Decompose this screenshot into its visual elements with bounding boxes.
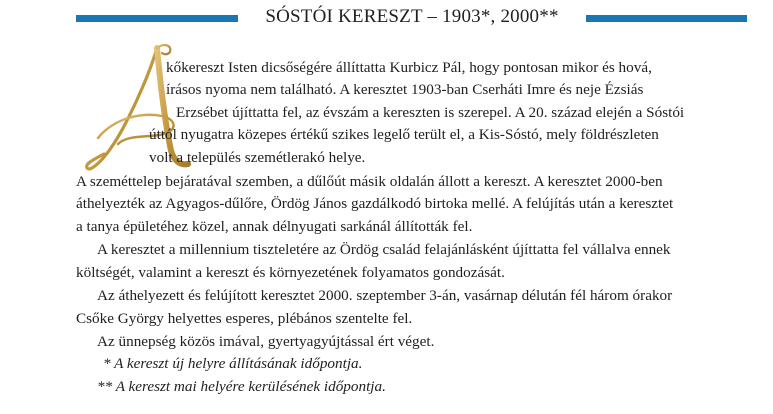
page-title: SÓSTÓI KERESZT – 1903*, 2000**: [265, 6, 559, 27]
paragraph-line: áthelyezték az Agyagos-dűlőre, Ördög János gazdálkodó birtoka mellé. A felújítás után a keresztet: [76, 195, 674, 212]
section-header: [76, 6, 747, 36]
paragraph-line: Az áthelyezett és felújított keresztet 2000. szeptember 3-án, vasárnap délután fél három órakor: [97, 287, 673, 304]
paragraph-line: Az ünnepség közös imával, gyertyagyújtással ért véget.: [97, 333, 435, 350]
paragraph-line: a tanya épületéhez közel, annak délnyugati sarkánál állították fel.: [76, 218, 473, 235]
paragraph-line: Erzsébet újíttatta fel, az évszám a kereszten is szerepel. A 20. század elején a Sóstói: [176, 104, 685, 121]
paragraph-line: úttól nyugatra közepes értékű szikes legelő terült el, a Kis-Sóstó, mely földrészleten: [149, 126, 659, 143]
footnote: * A kereszt új helyre állításának időpontja.: [103, 355, 363, 372]
header-rule-right: [586, 15, 747, 22]
paragraph-line: költségét, valamint a kereszt és környezetének folyamatos gondozását.: [76, 264, 505, 281]
paragraph-line: kőkereszt Isten dicsőségére állíttatta Kurbicz Pál, hogy pontosan mikor és hová,: [166, 59, 652, 76]
paragraph-line: A keresztet a millennium tiszteletére az Ördög család felajánlásként újíttatta fel vállalva ennek: [97, 241, 671, 258]
paragraph-line: írásos nyoma nem található. A keresztet 1903-ban Cserháti Imre és neje Ézsiás: [166, 81, 644, 98]
paragraph-line: volt a település szemétlerakó helye.: [149, 149, 366, 166]
footnote: ** A kereszt mai helyére kerülésének időpontja.: [97, 378, 386, 395]
header-rule-left: [76, 15, 238, 22]
paragraph-line: Csőke György helyettes esperes, plébános szentelte fel.: [76, 310, 413, 327]
paragraph-line: A szeméttelep bejáratával szemben, a dűlőút másik oldalán állott a kereszt. A keresztet 2000-ben: [76, 173, 663, 190]
